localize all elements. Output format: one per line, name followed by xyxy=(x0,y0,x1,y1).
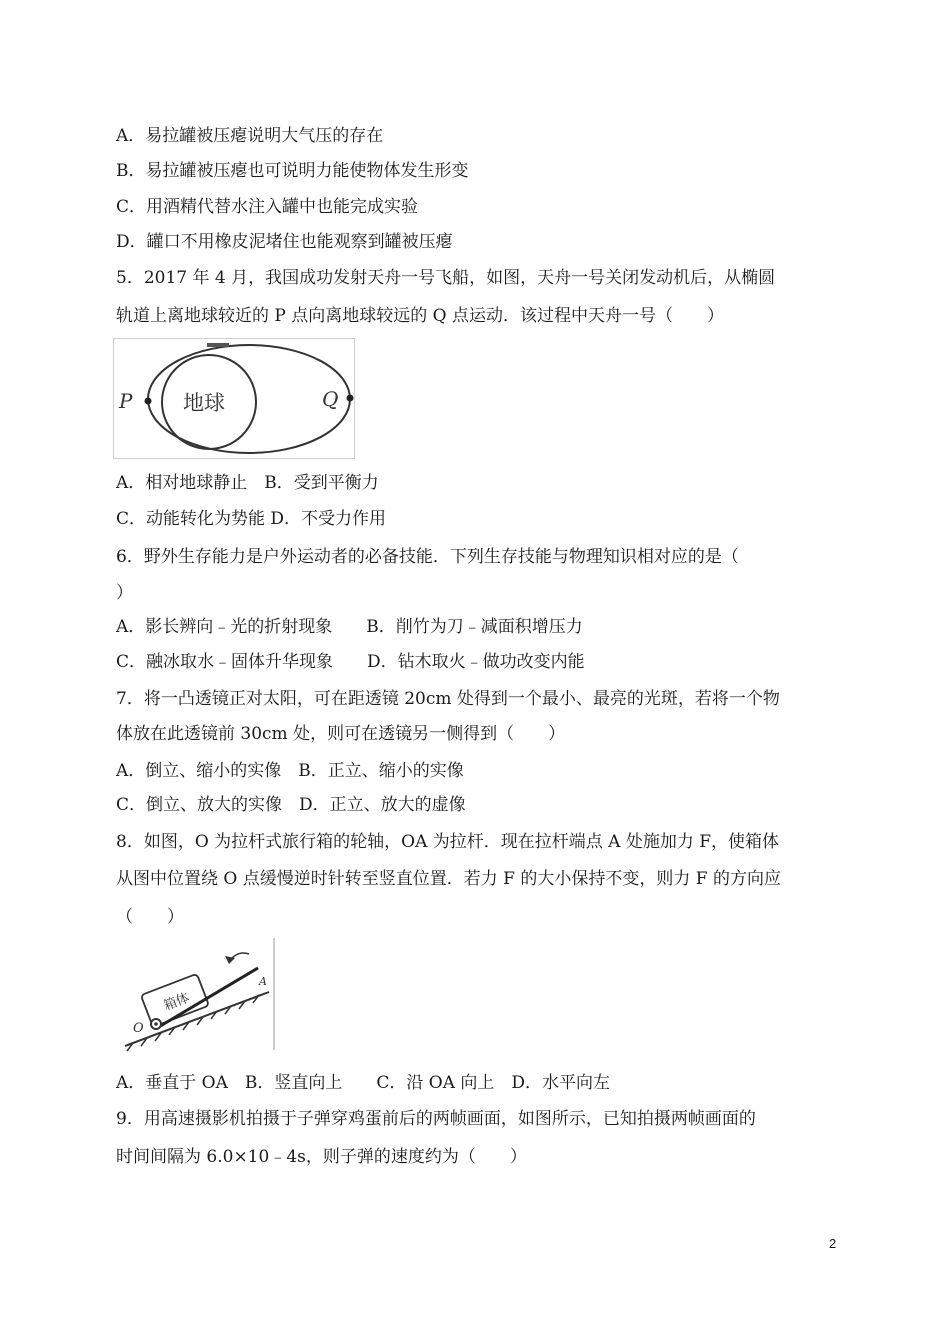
q6-options-line-2: C．融冰取水﹣固体升华现象 D．钻木取火﹣做功改变内能 xyxy=(116,652,585,672)
suitcase-label: 箱体 xyxy=(161,990,192,1015)
q6-options-line-1: A．影长辨向﹣光的折射现象 B．削竹为刀﹣减面积增压力 xyxy=(116,617,583,637)
q5-stem-line-2: 轨道上离地球较近的 P 点向离地球较远的 Q 点运动．该过程中天舟一号（ ） xyxy=(116,306,724,326)
q4-option-c: C．用酒精代替水注入罐中也能完成实验 xyxy=(116,197,419,217)
q6-stem-line-1: 6．野外生存能力是户外运动者的必备技能．下列生存技能与物理知识相对应的是（ xyxy=(116,547,739,567)
q6-stem-line-2: ） xyxy=(116,583,133,603)
luggage-figure xyxy=(113,938,277,1052)
page-number: 2 xyxy=(829,1236,837,1251)
q7-options-line-2: C．倒立、放大的实像 D．正立、放大的虚像 xyxy=(116,795,466,815)
q4-option-a: A．易拉罐被压瘪说明大气压的存在 xyxy=(116,126,384,146)
q9-stem-line-2: 时间间隔为 6.0×10﹣4s，则子弹的速度约为（ ） xyxy=(116,1147,527,1167)
q4-option-b: B．易拉罐被压瘪也可说明力能使物体发生形变 xyxy=(116,161,469,181)
q4-option-d: D．罐口不用橡皮泥堵住也能观察到罐被压瘪 xyxy=(116,232,453,252)
point-a-label: A xyxy=(259,975,267,988)
earth-label: 地球 xyxy=(183,391,225,415)
point-o-label: O xyxy=(133,1021,144,1036)
q7-stem-line-2: 体放在此透镜前 30cm 处，则可在透镜另一侧得到（ ） xyxy=(116,724,566,744)
spacecraft-mark xyxy=(207,343,229,347)
q8-stem-line-3: （ ） xyxy=(116,907,184,927)
point-p-label: P xyxy=(119,389,133,413)
q5-stem-line-1: 5．2017 年 4 月，我国成功发射天舟一号飞船，如图，天舟一号关闭发动机后，从椭圆 xyxy=(116,268,776,288)
point-q-label: Q xyxy=(322,387,339,411)
orbit-figure-q-label xyxy=(316,383,348,413)
point-p-dot xyxy=(145,398,152,405)
q5-options-line-1: A．相对地球静止 B．受到平衡力 xyxy=(116,473,379,493)
q8-stem-line-1: 8．如图，O 为拉杆式旅行箱的轮轴，OA 为拉杆．现在拉杆端点 A 处施加力 F，使箱体 xyxy=(116,832,780,852)
q7-options-line-1: A．倒立、缩小的实像 B．正立、缩小的实像 xyxy=(116,761,464,781)
q8-options: A．垂直于 OA B．竖直向上 C．沿 OA 向上 D．水平向左 xyxy=(116,1073,611,1093)
q8-stem-line-2: 从图中位置绕 O 点缓慢逆时针转至竖直位置．若力 F 的大小保持不变，则力 F 的方向应 xyxy=(116,869,781,889)
q5-options-line-2: C．动能转化为势能 D．不受力作用 xyxy=(116,509,387,529)
q9-stem-line-1: 9．用高速摄影机拍摄于子弹穿鸡蛋前后的两帧画面，如图所示，已知拍摄两帧画面的 xyxy=(116,1109,756,1129)
q7-stem-line-1: 7．将一凸透镜正对太阳，可在距透镜 20cm 处得到一个最小、最亮的光斑，若将一个物 xyxy=(116,689,780,709)
wheel-axle-center xyxy=(154,1022,158,1026)
